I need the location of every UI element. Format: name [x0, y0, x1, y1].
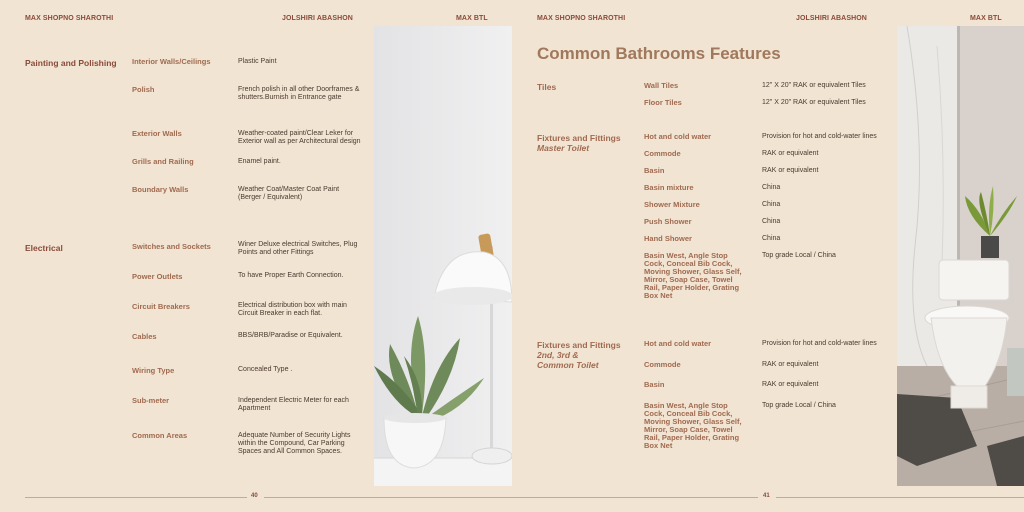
- spec-value: 12" X 20" RAK or equivalent Tiles: [762, 99, 866, 106]
- bathroom-photo: [897, 26, 1024, 486]
- header-brand: MAX SHOPNO SHAROTHI: [537, 15, 626, 22]
- spec-value: Adequate Number of Security Lights within the Compound, Car Parking Spaces and All Common Spaces.: [238, 432, 351, 455]
- spec-item: Boundary Walls: [132, 185, 189, 194]
- spec-value: China: [762, 235, 781, 242]
- spec-value: French polish in all other Doorframes & shutters.Burnish in Entrance gate: [238, 86, 360, 101]
- spec-item: Commode: [644, 360, 681, 369]
- spec-item: Interior Walls/Ceilings: [132, 57, 211, 66]
- spec-value: RAK or equivalent: [762, 150, 819, 157]
- spec-value: Weather-coated paint/Clear Leker for Exterior wall as per Architectural design: [238, 130, 361, 145]
- spec-item: Basin West, Angle Stop Cock, Conceal Bib Cock, Moving Shower, Glass Self, Mirror, Soap Case, Towel Rail, Paper Holder, Grating Box Net: [644, 401, 742, 450]
- footer-rule: [776, 497, 1024, 498]
- spec-value: Top grade Local / China: [762, 252, 836, 259]
- spec-item: Grills and Railing: [132, 157, 194, 166]
- spec-value: China: [762, 201, 781, 208]
- spec-item: Hot and cold water: [644, 339, 712, 348]
- subcategory-label: Master Toilet: [537, 143, 590, 153]
- spec-value: Provision for hot and cold-water lines: [762, 340, 877, 347]
- spec-value: BBS/BRB/Paradise or Equivalent.: [238, 332, 343, 339]
- spec-value: Electrical distribution box with main Circuit Breaker in each flat.: [238, 302, 347, 317]
- spec-item: Cables: [132, 332, 157, 341]
- spec-item: Wiring Type: [132, 366, 175, 375]
- header-company: MAX BTL: [456, 15, 488, 22]
- spec-item: Power Outlets: [132, 272, 183, 281]
- spec-value: China: [762, 184, 781, 191]
- spec-value: Enamel paint.: [238, 158, 281, 165]
- spec-value: Top grade Local / China: [762, 402, 836, 409]
- right-page: [512, 0, 1024, 512]
- spec-item: Basin: [644, 166, 665, 175]
- spec-value: China: [762, 218, 781, 225]
- category-label: Fixtures and Fittings: [537, 133, 621, 143]
- spec-item: Push Shower: [644, 217, 692, 226]
- spec-item: Floor Tiles: [644, 98, 682, 107]
- spec-value: RAK or equivalent: [762, 361, 819, 368]
- page-number: 40: [251, 493, 258, 499]
- spec-item: Shower Mixture: [644, 200, 700, 209]
- spec-value: Provision for hot and cold-water lines: [762, 133, 877, 140]
- header-project: JOLSHIRI ABASHON: [796, 15, 867, 22]
- spec-item: Polish: [132, 85, 155, 94]
- spec-item: Sub-meter: [132, 396, 170, 405]
- lamp-plant-photo: [374, 26, 512, 486]
- spec-item: Basin West, Angle Stop Cock, Conceal Bib Cock, Moving Shower, Glass Self, Mirror, Soap Case, Towel Rail, Paper Holder, Grating Box Net: [644, 251, 742, 300]
- spec-value: Weather Coat/Master Coat Paint (Berger / Equivalent): [238, 186, 340, 201]
- header-project: JOLSHIRI ABASHON: [282, 15, 353, 22]
- spec-item: Hot and cold water: [644, 132, 712, 141]
- footer-rule: [25, 497, 247, 498]
- category-fixtures-common: [537, 340, 621, 370]
- category-label: Fixtures and Fittings: [537, 340, 621, 350]
- category-fixtures-master: [537, 133, 621, 153]
- subcategory-label: 2nd, 3rd & Common Toilet: [537, 350, 599, 370]
- spec-value: Concealed Type .: [238, 366, 293, 373]
- spec-item: Exterior Walls: [132, 129, 182, 138]
- spec-item: Common Areas: [132, 431, 188, 440]
- page-number: 41: [763, 493, 770, 499]
- spec-value: RAK or equivalent: [762, 381, 819, 388]
- spec-value: 12" X 20" RAK or equivalent Tiles: [762, 82, 866, 89]
- spec-item: Circuit Breakers: [132, 302, 190, 311]
- footer-rule: [512, 497, 758, 498]
- category-electrical: Electrical: [25, 243, 63, 253]
- spec-item: Switches and Sockets: [132, 242, 211, 251]
- category-tiles: Tiles: [537, 82, 557, 92]
- footer-rule: [264, 497, 512, 498]
- spec-value: RAK or equivalent: [762, 167, 819, 174]
- spec-value: To have Proper Earth Connection.: [238, 272, 344, 279]
- spec-item: Commode: [644, 149, 681, 158]
- category-painting: Painting and Polishing: [25, 58, 117, 68]
- spec-value: Independent Electric Meter for each Apartment: [238, 397, 349, 412]
- spec-item: Basin: [644, 380, 665, 389]
- spec-item: Wall Tiles: [644, 81, 679, 90]
- header-brand: MAX SHOPNO SHAROTHI: [25, 15, 114, 22]
- spec-item: Hand Shower: [644, 234, 692, 243]
- header-company: MAX BTL: [970, 15, 1002, 22]
- spec-item: Basin mixture: [644, 183, 694, 192]
- spec-value: Winer Deluxe electrical Switches, Plug Points and other Fittings: [238, 241, 358, 256]
- spec-value: Plastic Paint: [238, 58, 277, 65]
- page-title: Common Bathrooms Features: [537, 44, 781, 63]
